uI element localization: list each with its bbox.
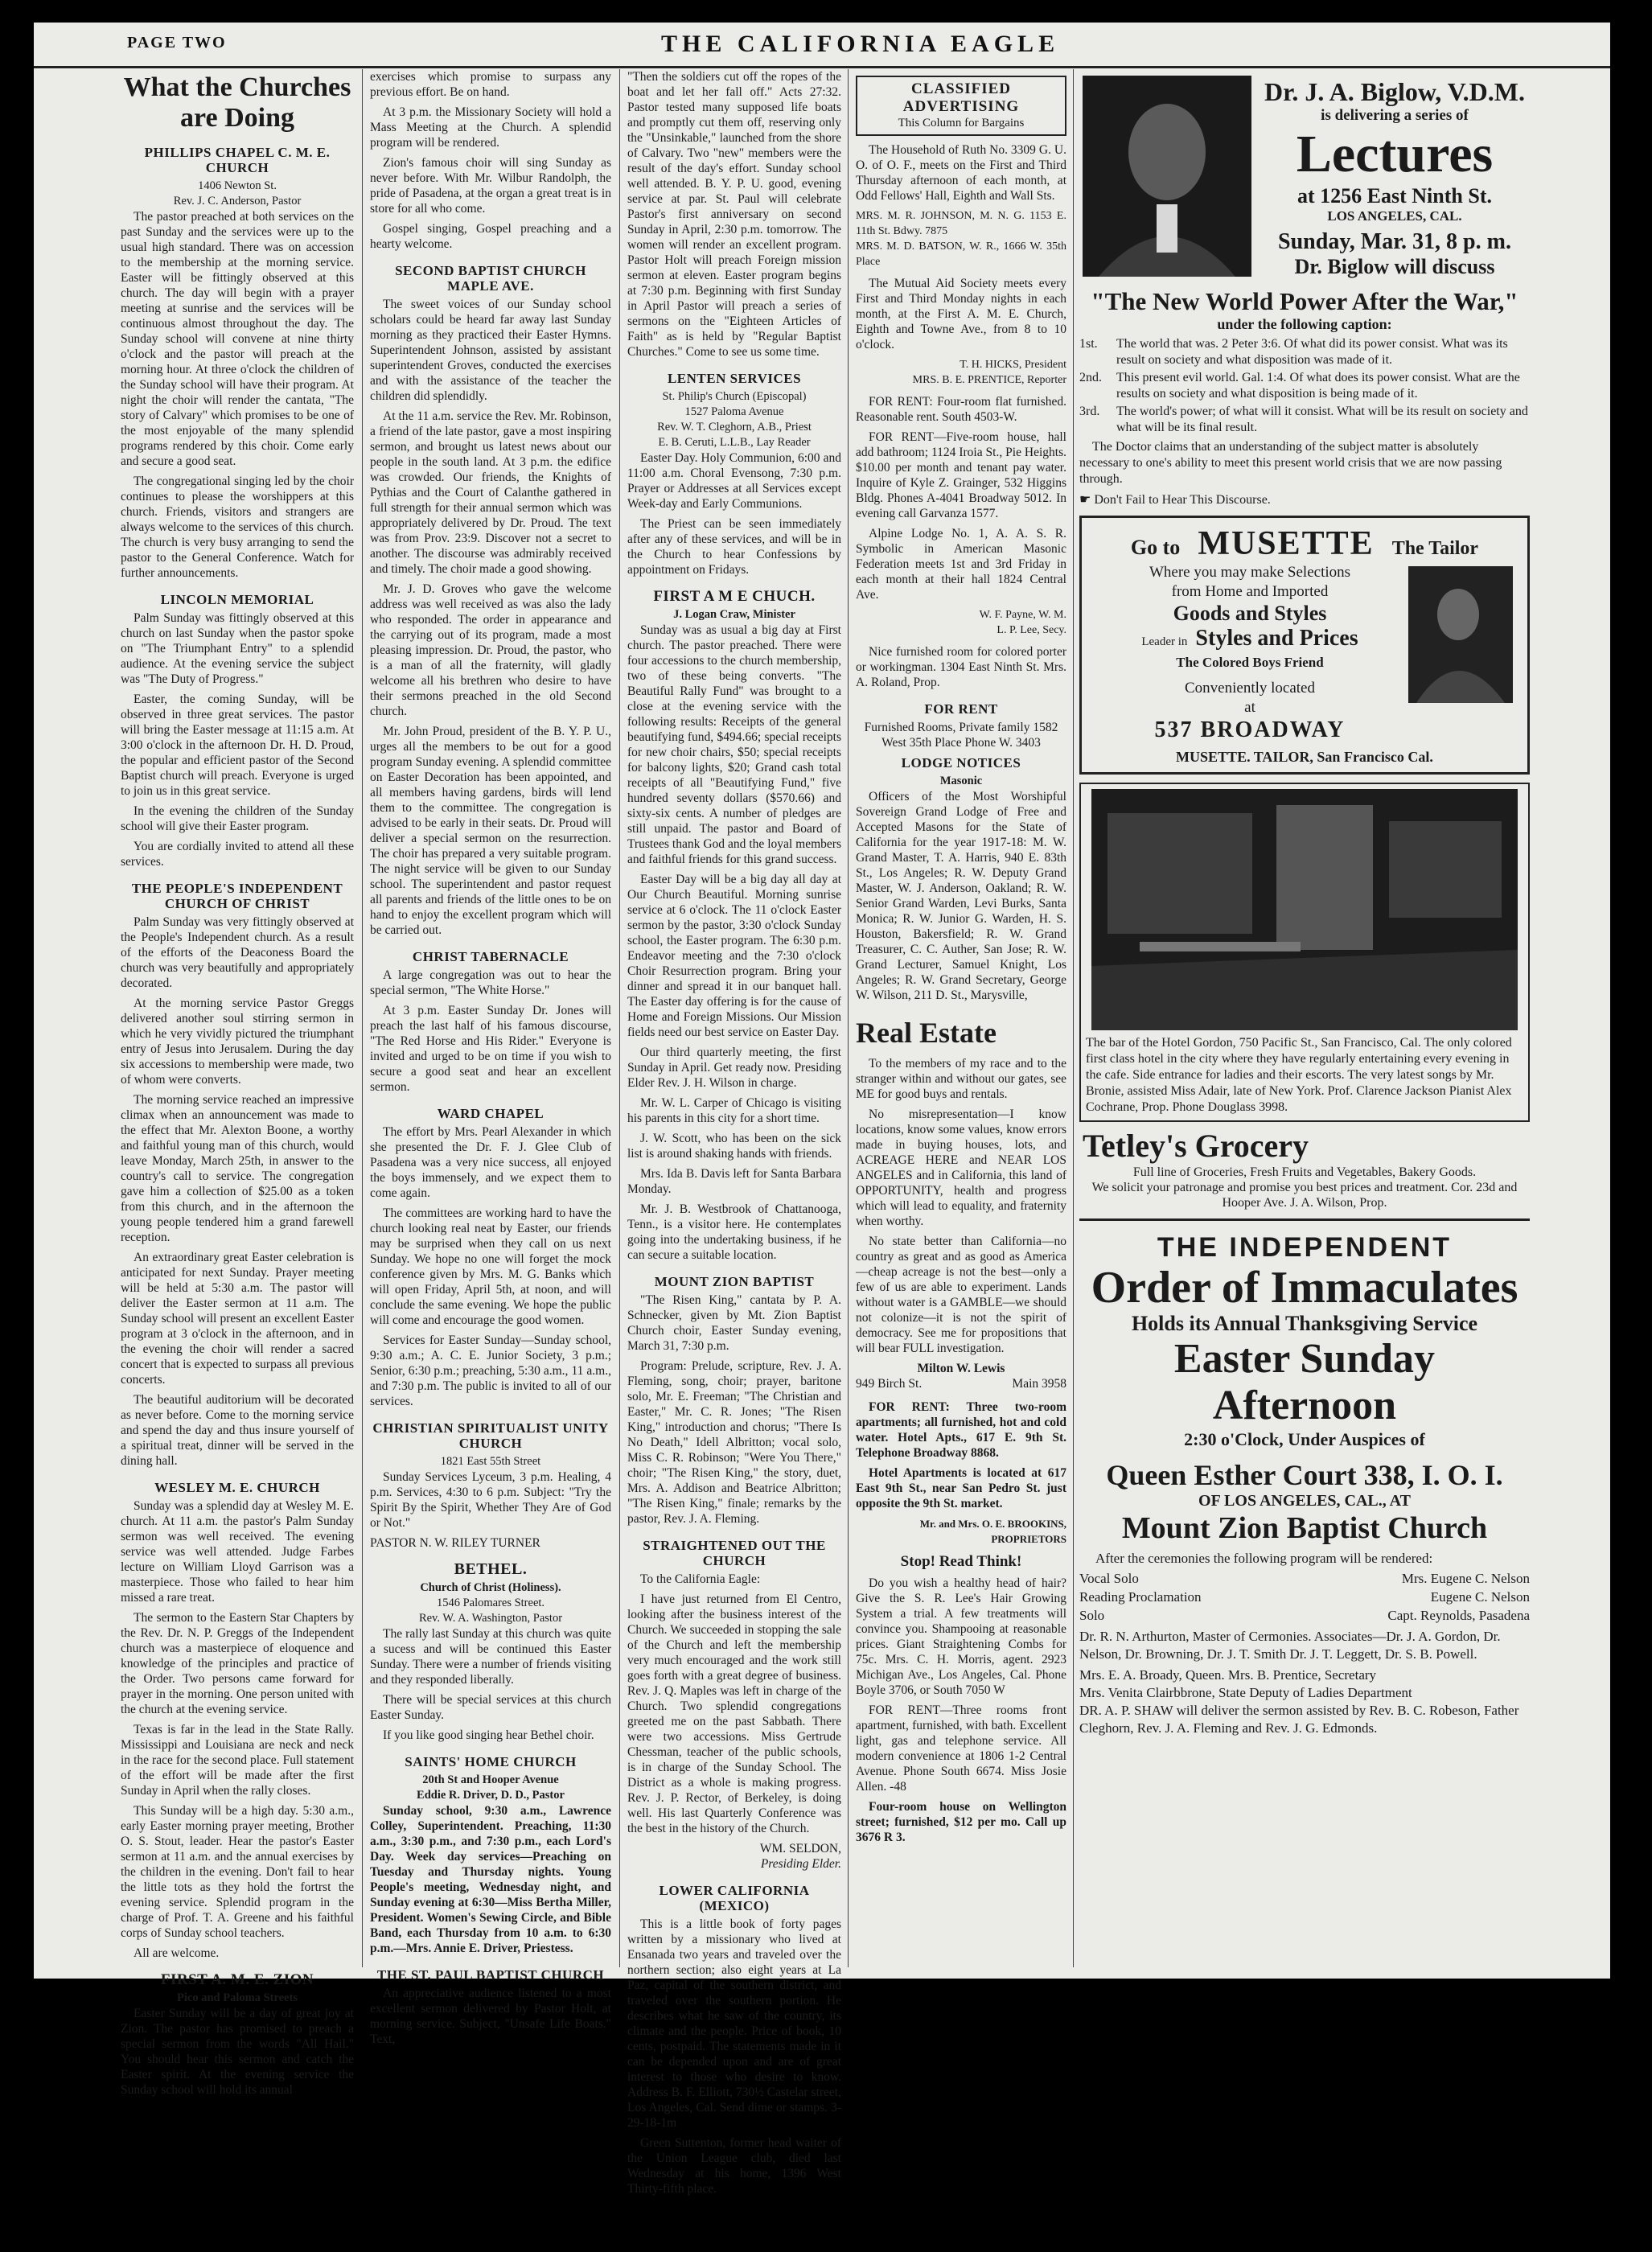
ad-topic: "The New World Power After the War," (1091, 287, 1518, 315)
article-paragraph: Easter Day will be a big day all day at Our Church Beautiful. Morning sunrise service at 6 o'clock. The 11 o'clock Easter sermon by the pastor, 3:30 o'clock Sunday school, the Easter program. The 6:30 p.m. Endeavor meeting and the 7:30 o'clock Choir Resurrection program. Bring your dinner and spread it in our banquet hall. The Easter day offering is for the cause of Home and Foreign Missions. Our Mission fields need our best service on Easter Day. (627, 873, 841, 1039)
classified-ad: The Mutual Aid Society meets every First and Third Monday nights in each month, at the First A. M. E. Church, Eighth and Towne Ave., from 8 to 10 o'clock. (856, 277, 1066, 351)
ad-caption: The bar of the Hotel Gordon, 750 Pacific St., San Francisco, Cal. The only colored first class hotel in the city where they have regularly entertaining every evening in the cafe. Side entrance for ladies and their escorts. The very latest songs by Mr. Bronie, assisted Miss Adair, late of New York. Prof. Clarence Jackson Pianist Alex Cochrane, Prop. Phone Douglass 3998. (1086, 1036, 1512, 1114)
column-4 (856, 69, 1066, 1967)
ad-brand: Tetley's Grocery (1083, 1128, 1309, 1164)
article-paragraph: In the evening the children of the Sunday school will give their Easter program. (121, 804, 354, 833)
ad-paragraph: DR. A. P. SHAW will deliver the sermon assisted by Rev. B. C. Robeson, Father Cleghorn, Rev. J. A. Fleming and Rev. J. G. Edmonds. (1079, 1703, 1519, 1736)
ad-doctor-name: Dr. J. A. Biglow, V.D.M. (1264, 77, 1525, 106)
article-heading: BETHEL. (454, 1560, 528, 1578)
article-paragraph: Easter Sunday will be a day of great joy at Zion. The pastor has promised to preach a special sermon from the words "All Hail." You should hear this sermon and catch the Easter spirit. At the evening service the Sunday school will hold its annual (121, 2007, 354, 2097)
program-item: Vocal Solo (1079, 1571, 1139, 1586)
ad-brand: MUSETTE (1198, 525, 1375, 562)
article-subheading: Rev. W. A. Washington, Pastor (418, 1612, 563, 1625)
ad-line: Holds its Annual Thanksgiving Service (1131, 1312, 1478, 1335)
classified-ad: FOR RENT—Five-room house, hall add bathroom; 1124 Iroia St., Pie Heights. $10.00 per month and tenant pay water. Inquire of Kyle Z. Grainger, 532 Higgins Bldg. Phones A-4041 Broadway 5012. In evening call Garvanza 1577. (856, 430, 1066, 520)
classified-heading: LODGE NOTICES (901, 755, 1021, 771)
ad-note: The Doctor claims that an understanding of the subject matter is absolutely necessary to one's ability to meet this present world crisis that we are now passing through. (1079, 440, 1502, 486)
ad-dont-fail: ☛ Don't Fail to Hear This Discourse. (1079, 493, 1271, 507)
article-heading: LENTEN SERVICES (667, 371, 802, 386)
article-subheading: 1527 Paloma Avenue (684, 405, 784, 418)
article-paragraph: If you like good singing hear Bethel choir. (383, 1728, 594, 1742)
article-heading: LINCOLN MEMORIAL (160, 592, 314, 607)
ad-line: from Home and Imported (1171, 583, 1329, 600)
article-paragraph: The morning service reached an impressive climax when an announcement was made to the effect that Mr. Alexton Boone, a worthy and faithful young man of this church, would leave Monday, March 25th, in answer to the country's call to service. The congregation gave him a collection of $25.00 as a token from this church, and in the afternoon the young people tendered him a grand farewell reception. (121, 1093, 354, 1244)
masthead (34, 23, 1610, 68)
ad-line: Leader in (1141, 635, 1188, 648)
article-paragraph: J. W. Scott, who has been on the sick list is around shaking hands with friends. (627, 1132, 841, 1161)
article-paragraph: At 3 p.m. Easter Sunday Dr. Jones will preach the last half of his famous discourse, "The Red Horse and His Rider." Everyone is invited and urged to be on time if you wish to secure a good seat and hear an excellent sermon. (370, 1004, 611, 1094)
classified-ad: Furnished Rooms, Private family 1582 West 35th Place Phone W. 3403 (864, 721, 1058, 750)
program-item: Solo (1079, 1608, 1105, 1623)
lecture-item-number: 2nd. (1079, 371, 1102, 384)
column-ads (1079, 69, 1530, 1967)
article-signature: WM. SELDON, (759, 1842, 841, 1855)
article-paragraph: Easter, the coming Sunday, will be observed in three great services. The pastor will bring the Easter message at 11:15 a.m. At 3:00 o'clock in the afternoon Dr. H. D. Proud, the popular and efficient pastor of the Second Baptist church will preach. Everyone is urged to join us in this great service. (121, 692, 354, 798)
article-paragraph: The rally last Sunday at this church was quite a sucess and will be continued this Easter Sunday. There were a number of friends visiting and they responded liberally. (370, 1627, 611, 1687)
article-paragraph: Mrs. Ida B. Davis left for Santa Barbara Monday. (627, 1167, 841, 1196)
real-estate-paragraph: No misrepresentation—I know locations, know some values, know errors made in buying houses, lots, and ACREAGE HERE and NEAR LOS ANGELES and in California, this land of OPPORTUNITY, health and progress which will lead to equality, and fraternity when worthy. (856, 1108, 1066, 1228)
article-paragraph: Sunday school, 9:30 a.m., Lawrence Colley, Superintendent. Preaching, 11:30 a.m., 3:30 p.m., and 7:30 p.m., each Lord's Day. Week day services—Preaching on Tuesday and Thursday nights. Young People's meeting, Wednesday night, and Sunday evening at 6:30—Miss Bertha Miller, President. Women's Sewing Circle, and Bible Band, each Thursday from 10 a.m. to 6:30 p.m.—Mrs. Annie E. Driver, Priestess. (370, 1804, 611, 1955)
ad-line: The Tailor (1391, 538, 1479, 559)
hotel-gordon-ad (1079, 783, 1530, 1122)
classified-ad: Alpine Lodge No. 1, A. A. S. R. Symbolic in American Masonic Federation meets 1st and 3rd Friday in each month at their hall 1824 Central Ave. (856, 527, 1066, 602)
article-heading: SECOND BAPTIST CHURCH MAPLE AVE. (395, 263, 586, 294)
column-3 (627, 69, 841, 2196)
article-paragraph: The sermon to the Eastern Star Chapters by the Rev. Dr. N. P. Greggs of the Independent church was a masterpiece of eloquence and knowledge of the principles and practice of the Order. Two persons came forward for prayer in the morning. One person united with the church at the evening service. (121, 1611, 354, 1716)
program-row (1079, 1569, 1530, 1588)
classified-signature: MRS. B. E. PRENTICE, Reporter (912, 374, 1066, 386)
classified-heading: FOR RENT (924, 701, 998, 717)
article-heading: WARD CHAPEL (437, 1106, 545, 1121)
ad-line: Where you may make Selections (1149, 564, 1351, 581)
real-estate-heading: Real Estate (856, 1017, 997, 1049)
article-heading: CHRISTIAN SPIRITUALIST UNITY CHURCH (372, 1420, 609, 1451)
article-paragraph: "The Risen King," cantata by P. A. Schnecker, given by Mt. Zion Baptist Church choir, Easter Sunday evening, March 31, 7:30 p.m. (627, 1293, 841, 1353)
classified-signature: T. H. HICKS, President (960, 359, 1066, 371)
real-estate-paragraph: To the members of my race and to the stranger within and without our gates, see ME for good buys and rentals. (856, 1057, 1066, 1101)
article-paragraph: Easter Day. Holy Communion, 6:00 and 11:00 a.m. Choral Evensong, 7:30 p.m. Prayer or Addresses at all Services except Week-day and Early Communions. (627, 451, 841, 511)
article-paragraph: Sunday was a splendid day at Wesley M. E. church. At 11 a.m. the pastor's Palm Sunday sermon was well received. The evening service was well attended. Judge Farbes lecture on William Lloyd Garrison was a masterpiece. Those who failed to hear him missed a rare treat. (121, 1499, 354, 1605)
article-paragraph: Our third quarterly meeting, the first Sunday in April. Get ready now. Presiding Elder Rev. J. H. Wilson in charge. (627, 1046, 841, 1090)
article-subheading: Rev. W. T. Cleghorn, A.B., Priest (657, 421, 812, 434)
article-paragraph: Texas is far in the lead in the State Rally. Mississippi and Louisiana are neck and neck in the race for the second place. Full statement of the effort will be made after the first Sunday in April when the rally closes. (121, 1723, 354, 1798)
portrait-silhouette-icon (1408, 566, 1513, 703)
article-paragraph: At the 11 a.m. service the Rev. Mr. Robinson, a friend of the late pastor, gave a most inspiring sermon, and brought us latest news about our people in the south land. At 3 p.m. the edifice was crowded. Our friends, the Knights of Pythias and the Court of Calanthe gathered in full strength for their annual sermon which was appropriately delivered by Dr. Proud. The text was from Prov. 23:9. Discover not a secret to another. The discourse was admirably received and timely. The choir made a good showing. (370, 409, 611, 576)
real-estate-name: Milton W. Lewis (917, 1362, 1005, 1375)
article-paragraph: Zion's famous choir will sing Sunday as never before. With Mr. Wilbur Randolph, the pride of Pasadena, at the organ a great treat is in store for all who come. (370, 156, 611, 216)
article-subheading: 1406 Newton St. (198, 179, 277, 192)
ad-city: LOS ANGELES, CAL. (1327, 208, 1462, 224)
classified-ad: FOR RENT—Three rooms front apartment, furnished, with bath. Excellent light, gas and telephone service. All modern convenience at 1806 1-2 Central Avenue. Phone South 6674. Miss Josie Allen. -48 (856, 1703, 1066, 1794)
ad-paragraph: Dr. R. N. Arthurton, Master of Cermonies. Associates—Dr. J. A. Gordon, Dr. Nelson, Dr. Browning, Dr. J. T. Smith Dr. J. T. Leggett, Dr. S. B. Powell. (1079, 1629, 1501, 1662)
article-heading: THE PEOPLE'S INDEPENDENT CHURCH OF CHRIST (131, 881, 343, 911)
article-paragraph: The congregational singing led by the choir continues to please the worshippers at this church. Friends, visitors and strangers are always welcome to the services of this church. The church is very busy arranging to send the pastor to the General Conference. Watch for further announcements. (121, 475, 354, 580)
classified-signature: MRS. M. D. BATSON, W. R., 1666 W. 35th Place (856, 240, 1066, 268)
article-paragraph: I have just returned from El Centro, looking after the business interest of the Church. We succeeded in stopping the sale of the Church and left the membership very much encouraged and the work still goes forth with a great degree of business. Rev. J. Q. Maples was left in charge of the Church. Two splendid congregations greeted me on the past Sabbath. There were two accessions. Miss Gertrude Chessman, teacher of the public schools, is in charge of the Sunday School. The District as a whole is making progress. Rev. J. P. Rector, of Berkeley, is doing well. His last Quarterly Conference was the best in the history of the Church. (627, 1592, 841, 1835)
article-paragraph: An extraordinary great Easter celebration is anticipated for next Sunday. Prayer meeting will be held at 5:30 a.m. The pastor will deliver the Easter sermon at 11 a.m. The Sunday school will present an excellent Easter program at 3 o'clock in the afternoon, and in the evening the choir will render a sacred concert that is expected to surpass all previous concerts. (121, 1251, 354, 1387)
article-paragraph: The committees are working hard to have the church looking real neat by Easter, our friends may be surprised when they call on us next Sunday. We hope no one will forget the mock conference given by Mrs. M. G. Banks which will open Friday, April 5th, at noon, and will conclude the same evening. We hope the public will come and encourage the good women. (370, 1206, 611, 1327)
article-paragraph: exercises which promise to surpass any previous effort. Be on hand. (370, 70, 611, 99)
classified-ad: The Household of Ruth No. 3309 G. U. O. of O. F., meets on the First and Third Thursday afternoon of each month, at Odd Fellows' Hall, Eighth and Wall Sts. (856, 143, 1066, 203)
classified-subheading: Masonic (939, 775, 983, 787)
classified-ad: Hotel Apartments is located at 617 East 9th St., near San Pedro St. just opposite the 9th St. market. (856, 1466, 1066, 1510)
article-paragraph: The sweet voices of our Sunday school scholars could be heard far away last Sunday morning as they practiced their Easter Hymns. Superintendent Johnson, assisted by assistant superintendent Groves, conducted the exercises and with the assistance of the teacher the children did splendidly. (370, 298, 611, 403)
biglow-lecture-ad (1079, 69, 1530, 508)
article-paragraph: This Sunday will be a high day. 5:30 a.m., early Easter morning prayer meeting, Brother O. S. Stout, leader. Hear the pastor's Easter sermon at 11 a.m. and the annual exercises by the children in the evening. Don't fail to hear the little tots as they hold the fortrst the evening service. Splendid program in the charge of Prof. T. A. Greene and his faithful corps of Sunday school teachers. (121, 1804, 354, 1940)
article-paragraph: All are welcome. (134, 1946, 220, 1960)
article-subheading: St. Philip's Church (Episcopal) (662, 390, 807, 403)
article-subheading: J. Logan Craw, Minister (673, 608, 795, 621)
classified-signature: MRS. M. R. JOHNSON, M. N. G. 1153 E. 11th St. Bdwy. 7875 (856, 210, 1066, 237)
article-paragraph: Mr. W. L. Carper of Chicago is visiting his parents in this city for a short time. (627, 1096, 841, 1125)
classified-ad: FOR RENT: Four-room flat furnished. Reasonable rent. South 4503-W. (856, 395, 1066, 424)
article-paragraph: You are cordially invited to attend all these services. (121, 840, 354, 869)
article-paragraph: This is a little book of forty pages written by a missionary who lived at Ensanada two years and traveled over the northern section; also eight years at La Paz, capital of the southern district, and traveled over the southern portion. He describes what he saw of the country, its climate and the people. Price of book, 10 cents, postpaid. The statements made in it can be depended upon and are of great interest to those who desire to know. Address B. F. Elliott, 730½ Castelar street, Los Angeles, Cal. Send dime or stamps. 3-29-18-1m (627, 1917, 841, 2130)
classified-ad: Four-room house on Wellington street; furnished, $12 per mo. Call up 3676 R 3. (856, 1800, 1066, 1844)
classified-heading: CLASSIFIED ADVERTISING (902, 80, 1020, 115)
program-performer: Mrs. Eugene C. Nelson (1401, 1571, 1530, 1586)
ad-line: OF LOS ANGELES, CAL., AT (1198, 1492, 1411, 1510)
ad-paragraph: Mrs. E. A. Broady, Queen. Mrs. B. Prentice, Secretary (1079, 1667, 1377, 1683)
article-paragraph: Gospel singing, Gospel preaching and a hearty welcome. (370, 222, 611, 251)
musette-tailor-ad (1079, 516, 1530, 775)
article-subheading: 1546 Palomares Street. (436, 1597, 545, 1609)
article-paragraph: The effort by Mrs. Pearl Alexander in which she presented the Dr. F. J. Glee Club of Pasadena was a very nice success, all enjoyed the boys immensely, and we expect them to come again. (370, 1125, 611, 1200)
article-subheading: Eddie R. Driver, D. D., Pastor (417, 1789, 565, 1802)
article-heading: LOWER CALIFORNIA (MEXICO) (659, 1883, 810, 1913)
article-signature: Presiding Elder. (760, 1857, 841, 1871)
paper-name: THE CALIFORNIA EAGLE (661, 31, 1060, 57)
classified-ad: Nice furnished room for colored porter or workingman. 1304 East Ninth St. Mrs. A. Roland, Prop. (856, 645, 1066, 689)
article-paragraph: Sunday was as usual a big day at First church. The pastor preached. There were four accessions to the church membership, two of these being converts. "The Beautiful Rally Fund" was brought to a close at the evening service with the following results: Receipts of the general beautifying fund, $494.66; special receipts for new choir chairs, $50; special receipts for balcony lights, $20; Grand cash total receipts of all "Beautifying Fund," five hundred seventy dollars ($570.66) and sixty-six cents. A number of pledges are still unpaid. The pastor and Board of Trustees thank God and the loyal members and faithful friends for this grand success. (627, 623, 841, 866)
ad-caption: under the following caption: (1217, 316, 1392, 332)
column-rule (848, 69, 849, 1967)
article-paragraph: Green Suttenton, former head waiter of the Union League club, died last Wednesday at his home, 1396 West Thirty-fifth place. (627, 2136, 841, 2196)
article-paragraph: At 3 p.m. the Missionary Society will hold a Mass Meeting at the Church. A splendid program will be rendered. (370, 105, 611, 150)
article-subheading: Rev. J. C. Anderson, Pastor (173, 195, 302, 208)
article-paragraph: At the morning service Pastor Greggs delivered another soul stirring sermon in which he very vividly pictured the triumphant entry of Jesus into Jerusalem. During the day six accessions to membership were made, two of whom were converts. (121, 997, 354, 1087)
article-paragraph: Mr. J. D. Groves who gave the welcome address was well received as was also the lady who responded. The order in appearance and the carrying out of its program, made a most pleasing impression. Dr. Proud, the pastor, who is a man of all the fraternity, will gladly welcome all his brethren who desire to have their sermons preached in the old Second church. (370, 582, 611, 718)
program-item: Reading Proclamation (1079, 1589, 1202, 1605)
portrait-silhouette-icon (1083, 76, 1251, 277)
article-heading: FIRST A. M. E. ZION (160, 1971, 314, 1988)
ad-paragraph: Mrs. Venita Clairbbrone, State Deputy of Ladies Department (1079, 1685, 1412, 1700)
hotel-bar-photo (1091, 789, 1518, 1030)
article-paragraph: The beautiful auditorium will be decorated as never before. Come to the morning service and spend the day and thus insure yourself of a spiritual treat, dinner will be served in the dining hall. (121, 1393, 354, 1468)
lecture-item (1079, 404, 1530, 436)
lecture-item (1079, 336, 1530, 368)
tetley-grocery-ad (1079, 1122, 1530, 1221)
article-subheading: E. B. Ceruti, L.L.B., Lay Reader (658, 436, 811, 449)
bar-interior-image-icon (1091, 789, 1518, 1030)
program-row (1079, 1606, 1530, 1625)
ad-line: Styles and Prices (1195, 626, 1358, 651)
ad-title: Easter Sunday Afternoon (1173, 1336, 1436, 1428)
article-paragraph: Services for Easter Sunday—Sunday school, 9:30 a.m.; A. C. E. Junior Society, 3 p.m.; Senior, 6:30 p.m.; preaching, 5:30 a.m., 11 a.m., and 7:30 p.m. The public is invited to all of our services. (370, 1334, 611, 1408)
order-of-immaculates-ad (1079, 1221, 1530, 1737)
ad-line: Conveniently located (1185, 680, 1315, 697)
ad-line: Goods and Styles (1173, 602, 1327, 625)
article-heading: CHRIST TABERNACLE (412, 949, 569, 964)
classified-subheading: This Column for Bargains (898, 117, 1025, 129)
classified-ad: Do you wish a healthy head of hair? Give the S. R. Lee's Hair Growing System a trial. A few treatments will convince you. Shampooing at reasonable prices. Giant Straightening Combs for 75c. Mrs. C. H. Morris, agent. 2923 Michigan Ave., Los Angeles, Cal. Phone Boyle 3706, or South 7050 W (856, 1576, 1066, 1697)
lecture-item-number: 3rd. (1079, 405, 1100, 418)
article-heading: WESLEY M. E. CHURCH (154, 1480, 320, 1495)
article-paragraph: To the California Eagle: (640, 1572, 761, 1586)
ad-line: at (1244, 699, 1255, 716)
article-paragraph: Mr. J. B. Westbrook of Chattanooga, Tenn., is a visitor here. He contemplates going into the undertaking business, if he can secure a suitable location. (627, 1202, 841, 1262)
ad-line: Dr. Biglow will discuss (1294, 255, 1495, 278)
column-1 (121, 69, 354, 2097)
article-heading: THE ST. PAUL BAPTIST CHURCH (376, 1967, 605, 1983)
article-heading: STRAIGHTENED OUT THE CHURCH (643, 1538, 826, 1568)
page-label: PAGE TWO (127, 34, 227, 51)
classified-header-box (856, 76, 1066, 136)
ad-line: The Colored Boys Friend (1176, 655, 1324, 670)
real-estate-phone: Main 3958 (1012, 1377, 1066, 1391)
section-title: What the Churches are Doing (123, 72, 351, 133)
lecture-items-list (1079, 336, 1530, 436)
ad-line: THE INDEPENDENT (1157, 1232, 1453, 1263)
article-paragraph: An appreciative audience listened to a most excellent sermon delivered by Pastor Holt, at morning service. Subject, "Unsafe Life Boats." Text, (370, 1987, 611, 2046)
article-paragraph: There will be special services at this church Easter Sunday. (370, 1693, 611, 1722)
article-paragraph: Program: Prelude, scripture, Rev. J. A. Fleming, song, choir; prayer, baritone solo, Mr. E. Freeman; "The Christian and Easter," Mr. C. R. Jones; "The Risen King," introduction and chorus; "There Is No Death," Idell Albritton; vocal solo, Miss C. R. Robinson; "Were You There," choir; "The Risen King," the story, duet, Mrs. A. Addison and Beatrice Albritton; "The Risen King," finale; remarks by the pastor, Rev. J. A. Fleming. (627, 1359, 841, 1526)
ad-line: Mount Zion Baptist Church (1121, 1511, 1488, 1545)
program-performer: Capt. Reynolds, Pasadena (1387, 1608, 1530, 1623)
real-estate-address: 949 Birch St. (856, 1377, 923, 1391)
ad-line: Queen Esther Court 338, I. O. I. (1106, 1459, 1503, 1491)
program-list (1079, 1569, 1530, 1625)
lecture-item-text: This present evil world. Gal. 1:4. Of what does its power consist. What are the results on society and what disposition is being made of it. (1116, 371, 1520, 401)
ad-date: Sunday, Mar. 31, 8 p. m. (1278, 229, 1511, 254)
ad-line: Go to (1130, 536, 1181, 559)
ad-line: After the ceremonies the following program will be rendered: (1095, 1551, 1433, 1566)
article-heading: PHILLIPS CHAPEL C. M. E. CHURCH (144, 145, 331, 175)
classified-signature: Mr. and Mrs. O. E. BROOKINS, PROPRIETORS (919, 1518, 1066, 1545)
classified-heading: Stop! Read Think! (900, 1553, 1022, 1570)
article-paragraph: The Priest can be seen immediately after any of these services, and will be in the Church to hear Confessions by appointment on Fridays. (627, 517, 841, 577)
portrait-photo (1083, 76, 1251, 277)
article-paragraph: Mr. John Proud, president of the B. Y. P. U., urges all the members to be out for a good program Sunday evening. A splendid committee on Easter Decoration has been appointed, and all members having gardens, birds will lend them to the committee. The congregation is advised to be early in their seats. Dr. Proud will deliver a special sermon on the resurrection. The choir has prepared a very suitable program. The night service will be given to our Sunday school. The superintendent and pastor request all parents and friends of the little ones to be on hand to enjoy the excellent program which will be carried out. (370, 725, 611, 937)
ad-line: is delivering a series of (1321, 107, 1469, 124)
lecture-item (1079, 370, 1530, 402)
real-estate-paragraph: No state better than California—no country as great and as good as America—cheap acreage is not the best—only a few of us are able to experiment. Lands without water is a GAMBLE—we should not colonize—it is not the spirit of democracy. See me for propositions that will bear FULL investigation. (856, 1235, 1066, 1355)
article-paragraph: A large congregation was out to hear the special sermon, "The White Horse." (370, 968, 611, 997)
column-2 (370, 69, 611, 2046)
article-subheading: Pico and Paloma Streets (177, 1991, 298, 2004)
ad-address: 537 BROADWAY (1154, 717, 1346, 742)
column-rule (362, 69, 363, 1967)
classified-signature: W. F. Payne, W. M. (979, 609, 1066, 621)
article-paragraph: The pastor preached at both services on the past Sunday and the services were up to the usual high standard. There was on accession to the membership at the morning service. Easter will be fittingly observed at this church. The day will begin with a prayer meeting at sunrise and the services will be continuous almost throughout the day. The Sunday school will convene at nine thirty o'clock and the pastor will preach at the morning hour. At three o'clock the children of the Sunday school will have their program. At night the choir will render the cantata, "The story of Calvary" which promises to be one of the most enjoyable of the many splendid programs rendered by this choir. Come early and secure a good seat. (121, 210, 354, 468)
article-subheading: Church of Christ (Holiness). (420, 1581, 561, 1594)
column-rule (1073, 69, 1074, 1967)
article-paragraph: "Then the soldiers cut off the ropes of the boat and let her fall off." Acts 27:32. Pastor tested many supposed life boats and promptly cut them off, reserving only the "Unsinkable," launched from the shore of Calvary. Two "new" members were the result of the day's effort. Sunday school well attended. B. Y. P. U. good, evening service at par. St. Paul will celebrate Pastor's first anniversary on second Sunday in April, 2:30 p.m. tomorrow. The women will render an excellent program. Pastor Holt will preach Foreign mission sermon at eleven. Easter program begins at 7:30 p.m. Beginning with first Sunday in April Pastor will preach a series of sermons on the "Eighteen Articles of Faith" as is held by "Regular Baptist Churches." Come to see us some time. (627, 70, 841, 359)
column-rule (619, 69, 620, 1967)
pointing-hand-icon: ☛ (1079, 493, 1095, 507)
article-paragraph: Palm Sunday was fittingly observed at this church on last Sunday when the pastor spoke on "The Triumphant Entry" to a splendid audience. At the evening service the subject was "The Duty of Progress." (121, 611, 354, 686)
classified-ad: Officers of the Most Worshipful Sovereign Grand Lodge of Free and Accepted Masons for the State of California for the year 1917-18: M. W. Grand Master, T. A. Harris, 940 E. 83th St., Los Angeles; R. W. Deputy Grand Master, W. J. Anderson, Oakland; R. W. Senior Grand Warden, Levi Burks, Santa Monica; R. W. Junior G. Warden, H. S. Houston, Bakersfield; R. W. Grand Treasurer, C. C. Auther, San Jose; R. W. Grand Lecturer, Samuel Knight, Los Angeles; R. W. Grand Secretary, George W. Wilson, 211 D. St., Marysville, (856, 790, 1066, 1002)
article-paragraph: Sunday Services Lyceum, 3 p.m. Healing, 4 p.m. Services, 4:30 to 6 p.m. Subject: "Try the Spirit By the Spirit, Whether They Are of God or Not." (370, 1470, 611, 1530)
ad-title: Order of Immaculates (1091, 1263, 1518, 1313)
program-performer: Eugene C. Nelson (1430, 1589, 1530, 1605)
lecture-item-number: 1st. (1079, 337, 1098, 351)
ad-line: 2:30 o'Clock, Under Auspices of (1184, 1429, 1425, 1449)
ad-footer: MUSETTE. TAILOR, San Francisco Cal. (1176, 749, 1433, 765)
ad-line: We solicit your patronage and promise you best prices and treatment. Cor. 23d and Hooper Ave. J. A. Wilson, Prop. (1091, 1181, 1518, 1210)
article-paragraph: Palm Sunday was very fittingly observed at the People's Independent church. As a result of the efforts of the Deaconess Board the church was very beautifully and appropriately decorated. (121, 915, 354, 990)
article-heading: MOUNT ZION BAPTIST (654, 1274, 815, 1289)
lecture-item-text: The world's power; of what will it consist. What will be its result on society and what will be its final result. (1116, 405, 1528, 434)
ad-line: Full line of Groceries, Fresh Fruits and Vegetables, Bakery Goods. (1132, 1165, 1477, 1179)
article-subheading: 20th St and Hooper Avenue (422, 1773, 559, 1786)
article-signature: PASTOR N. W. RILEY TURNER (370, 1536, 540, 1550)
lecture-item-text: The world that was. 2 Peter 3:6. Of what did its power consist. What was its result on society and what disposition was made of it. (1116, 337, 1508, 367)
tailor-portrait-photo (1408, 566, 1513, 703)
article-heading: FIRST A M E CHUCH. (653, 588, 816, 605)
classified-ad: FOR RENT: Three two-room apartments; all furnished, hot and cold water. Hotel Apts., 617 E. 9th St. Telephone Broadway 8868. (856, 1400, 1066, 1460)
ad-lectures-title: Lectures (1296, 125, 1494, 183)
classified-signature: L. P. Lee, Secy. (997, 624, 1066, 636)
program-row (1079, 1588, 1530, 1606)
article-subheading: 1821 East 55th Street (440, 1455, 541, 1468)
article-heading: SAINTS' HOME CHURCH (405, 1754, 577, 1769)
newspaper-page (34, 23, 1610, 2196)
ad-address: at 1256 East Ninth St. (1297, 184, 1492, 208)
